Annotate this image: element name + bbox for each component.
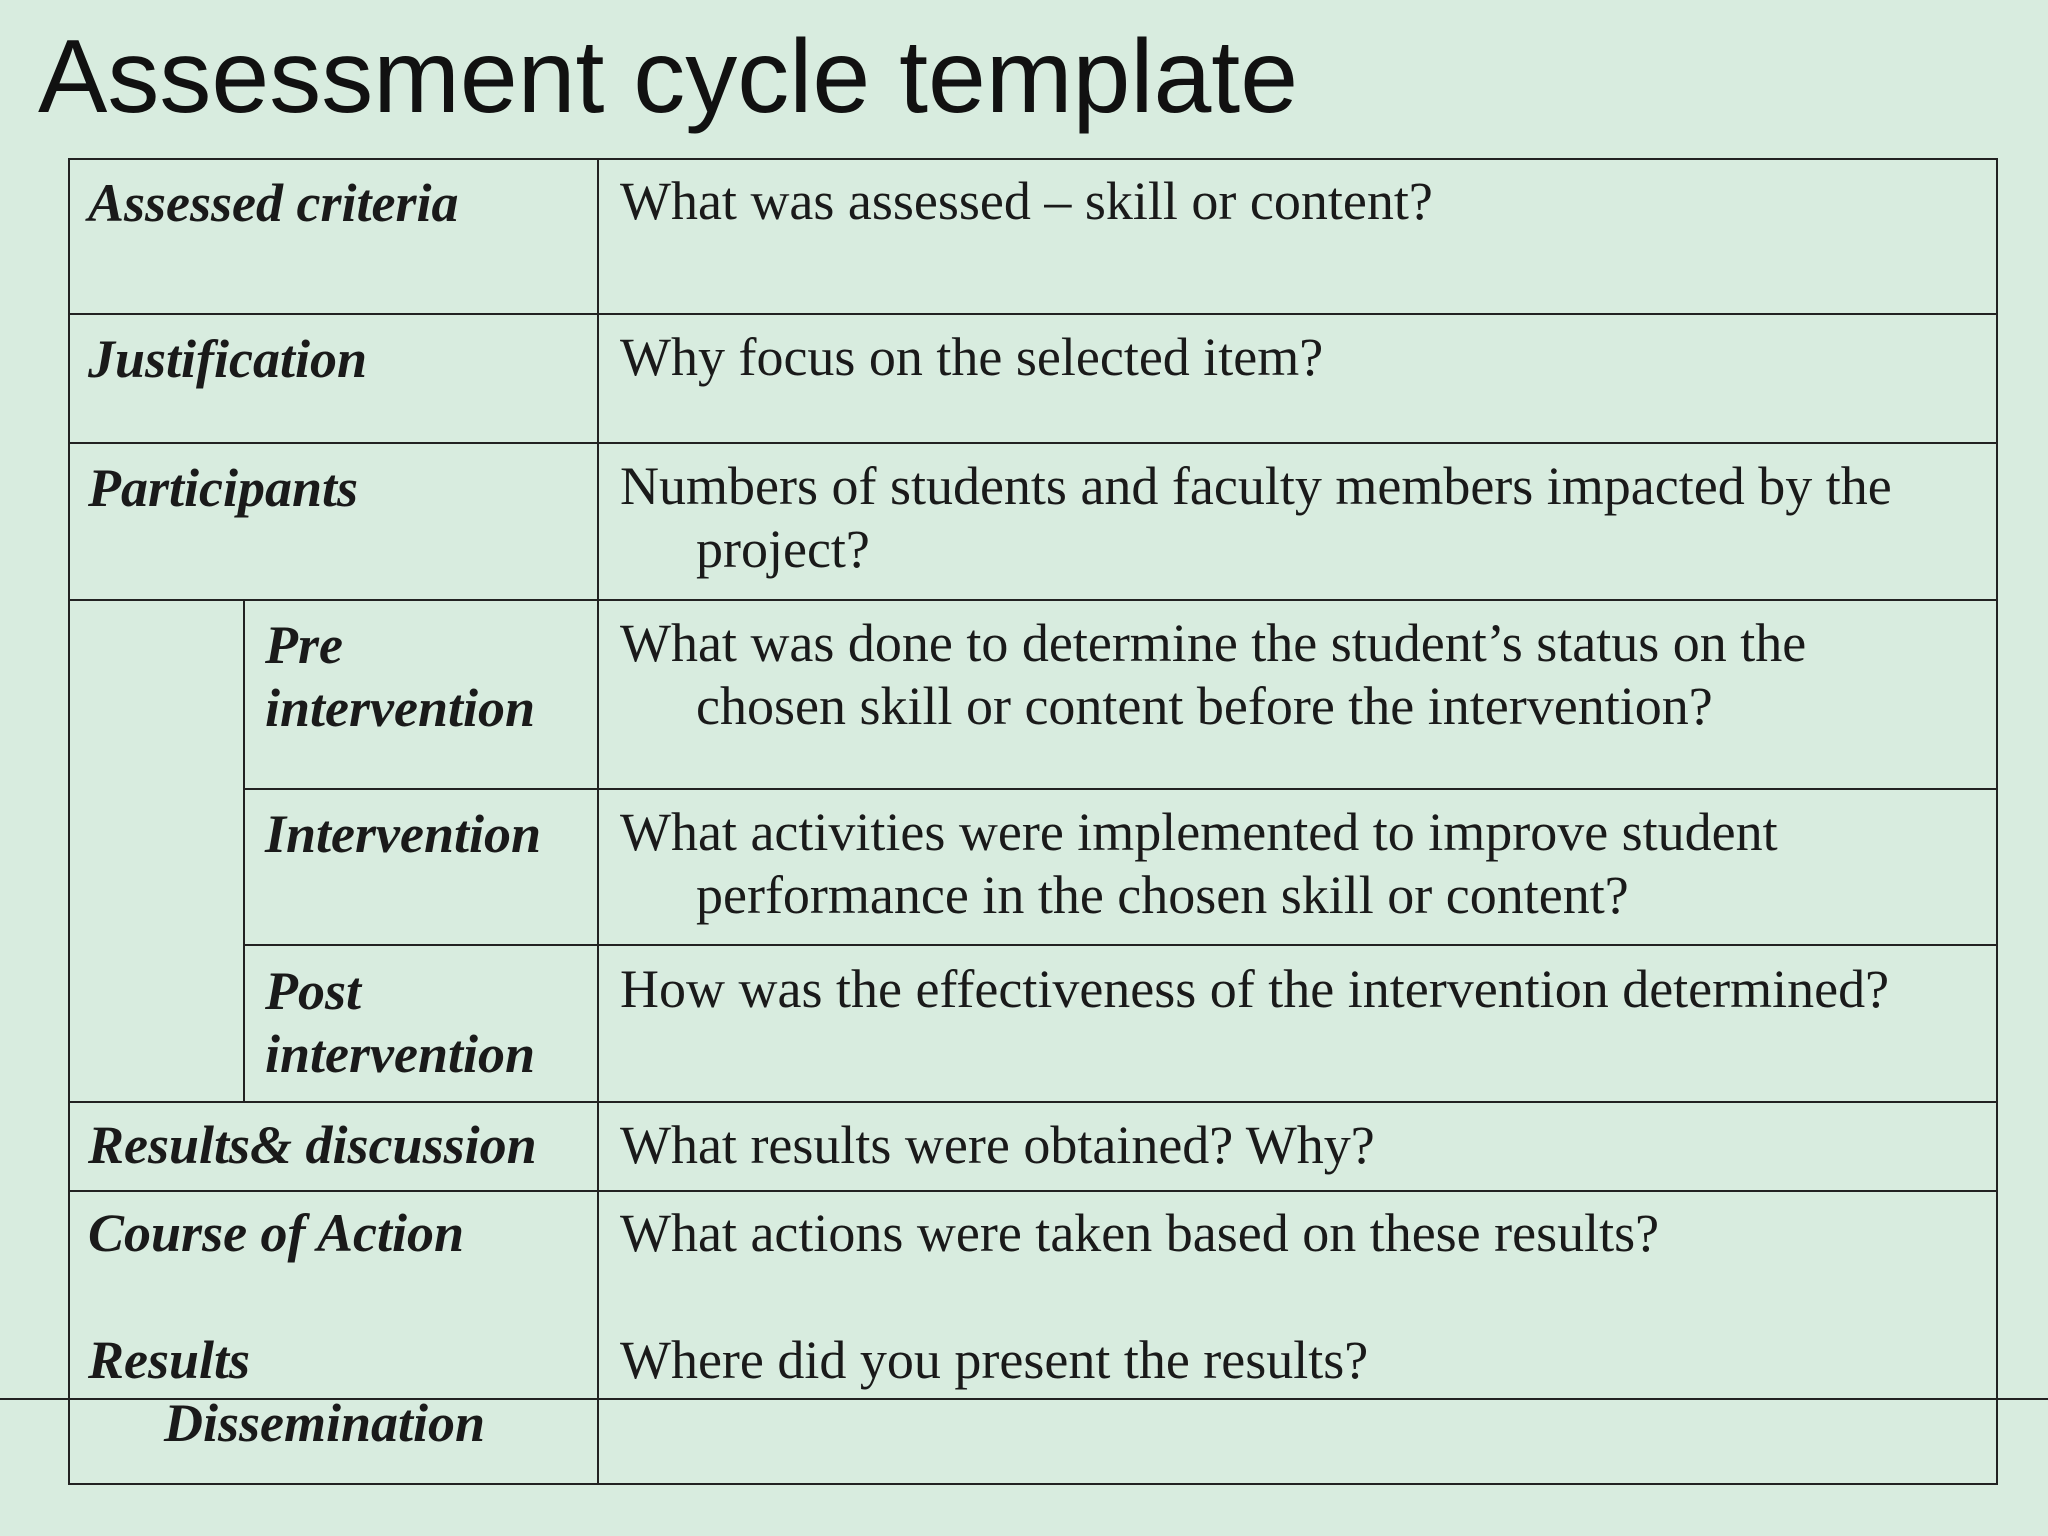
row-label-course-of-action: Course of Action <box>88 1203 465 1263</box>
sub-column-divider <box>243 600 245 1102</box>
row-label-participants: Participants <box>88 458 359 518</box>
row-text-results-discussion: What results were obtained? Why? <box>620 1115 1375 1175</box>
row-text-justification: Why focus on the selected item? <box>620 327 1324 387</box>
row-text-pre-intervention-line2: chosen skill or content before the intervention? <box>696 676 1713 736</box>
row-text-post-intervention: How was the effectiveness of the intervention determined? <box>620 959 1890 1019</box>
row-divider <box>68 599 1998 601</box>
row-label-justification: Justification <box>88 329 368 389</box>
row-label-pre-intervention-line1: Pre <box>265 615 343 675</box>
row-label-post-intervention-line2: intervention <box>265 1024 536 1084</box>
row-divider <box>243 944 1998 946</box>
row-text-intervention-line1: What activities were implemented to improve student <box>620 802 1778 862</box>
row-text-course-of-action: What actions were taken based on these results? <box>620 1203 1660 1263</box>
row-divider <box>68 1190 1998 1192</box>
row-label-assessed-criteria: Assessed criteria <box>88 173 459 233</box>
row-text-assessed-criteria: What was assessed – skill or content? <box>620 171 1433 231</box>
row-divider <box>68 1101 1998 1103</box>
row-label-pre-intervention-line2: intervention <box>265 678 536 738</box>
row-text-participants-line2: project? <box>696 519 870 579</box>
row-label-results-dissemination-line1: Results <box>88 1330 251 1390</box>
row-divider <box>68 313 1998 315</box>
row-label-results-discussion: Results& discussion <box>88 1115 537 1175</box>
row-text-pre-intervention-line1: What was done to determine the student’s status on the <box>620 613 1807 673</box>
row-divider <box>68 442 1998 444</box>
row-text-intervention-line2: performance in the chosen skill or content? <box>696 865 1629 925</box>
row-label-intervention: Intervention <box>265 804 542 864</box>
row-label-results-dissemination-line2: Dissemination <box>164 1393 486 1453</box>
row-divider <box>243 788 1998 790</box>
row-text-participants-line1: Numbers of students and faculty members impacted by the <box>620 456 1892 516</box>
row-text-results-dissemination: Where did you present the results? <box>620 1330 1369 1390</box>
page-title: Assessment cycle template <box>38 19 1299 135</box>
column-divider <box>597 158 599 1485</box>
row-label-post-intervention-line1: Post <box>265 961 362 1021</box>
